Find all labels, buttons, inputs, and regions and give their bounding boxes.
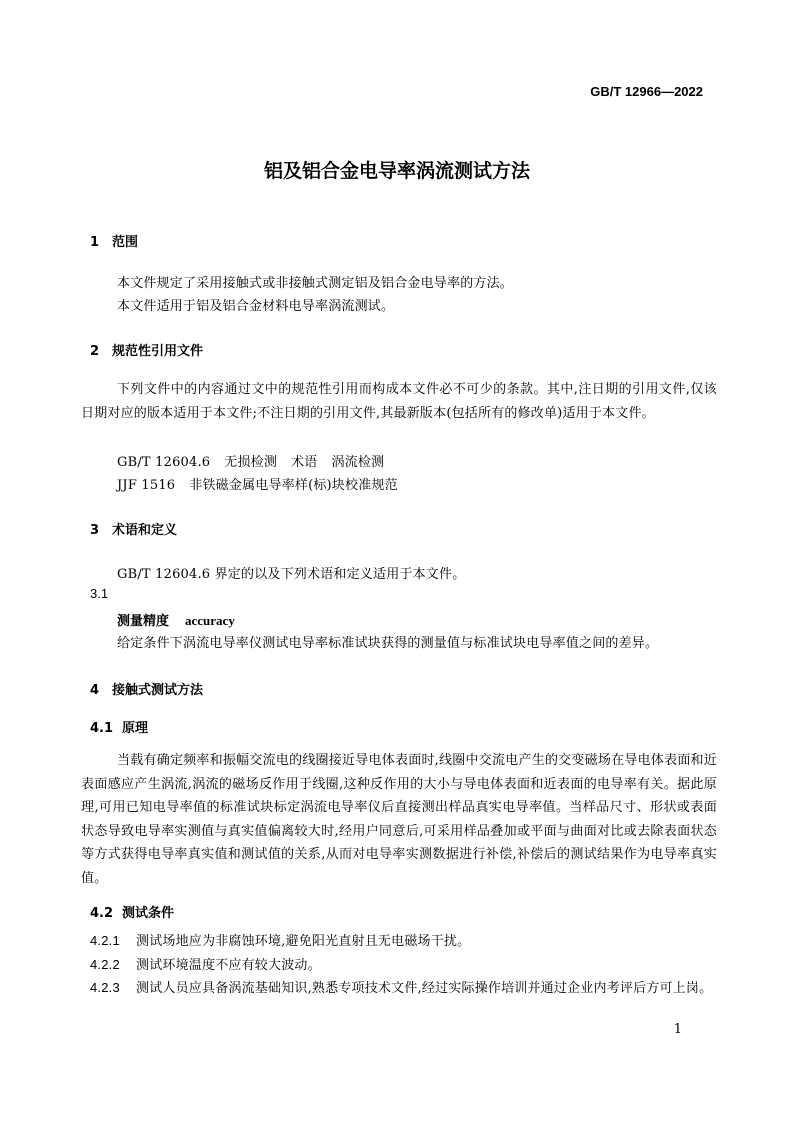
reference-title-part: 术语	[291, 455, 318, 470]
section-title: 术语和定义	[112, 523, 178, 538]
section-3-heading	[90, 519, 177, 538]
section-title: 接触式测试方法	[112, 683, 204, 698]
section-2-heading	[90, 340, 203, 359]
reference-title-part: 无损检测	[224, 455, 278, 470]
term-definition: 给定条件下涡流电导率仪测试电导率标准试块获得的测量值与标准试块电导率值之间的差异。	[117, 636, 659, 651]
section-1-heading	[90, 231, 138, 250]
term-number: 3.1	[90, 586, 109, 601]
subsection-number: 4.1	[90, 721, 114, 736]
term-english: accuracy	[185, 613, 235, 628]
term-entry	[117, 610, 235, 629]
clause-text: 测试环境温度不应有较大波动。	[136, 958, 321, 973]
normative-references-paragraph: 下列文件中的内容通过文中的规范性引用而构成本文件必不可少的条款。其中,注日期的引用文件,仅该日期对应的版本适用于本文件;不注日期的引用文件,其最新版本(包括所有的修改单)适用于本文件。	[81, 382, 717, 421]
section-title: 范围	[112, 235, 139, 250]
section-title: 规范性引用文件	[112, 344, 204, 359]
clause-number: 4.2.1	[90, 933, 120, 948]
subsection-number: 4.2	[90, 906, 114, 921]
subsection-4-2-heading	[90, 902, 174, 921]
section-number: 2	[90, 344, 100, 359]
terms-intro: GB/T 12604.6 界定的以及下列术语和定义适用于本文件。	[117, 567, 466, 582]
clause-number: 4.2.2	[90, 957, 120, 972]
term-chinese: 测量精度	[117, 614, 170, 629]
clause-item	[81, 976, 717, 1001]
reference-title-part: 涡流检测	[331, 455, 385, 470]
clause-number: 4.2.3	[90, 980, 120, 995]
section-number: 1	[90, 235, 100, 250]
subsection-title: 测试条件	[122, 906, 175, 921]
scope-line-2: 本文件适用于铝及铝合金材料电导率涡流测试。	[117, 299, 395, 314]
section-4-heading	[90, 679, 203, 698]
reference-code: JJF 1516	[117, 478, 176, 493]
page-number: 1	[673, 1022, 682, 1037]
section-number: 4	[90, 683, 100, 698]
subsection-4-1-heading	[90, 717, 148, 736]
clause-item	[81, 929, 717, 954]
subsection-title: 原理	[122, 721, 149, 736]
reference-item	[117, 451, 384, 470]
section-number: 3	[90, 523, 100, 538]
clause-text: 测试人员应具备涡流基础知识,熟悉专项技术文件,经过实际操作培训并通过企业内考评后方可上岗。	[136, 981, 713, 996]
reference-item	[117, 474, 398, 493]
clause-item	[81, 953, 717, 978]
reference-code: GB/T 12604.6	[117, 455, 211, 470]
document-title: 铝及铝合金电导率涡流测试方法	[263, 160, 530, 182]
standard-number: GB/T 12966—2022	[590, 84, 703, 99]
scope-line-1: 本文件规定了采用接触式或非接触式测定铝及铝合金电导率的方法。	[117, 276, 514, 291]
clause-text: 测试场地应为非腐蚀环境,避免阳光直射且无电磁场干扰。	[136, 934, 471, 949]
principle-paragraph: 当载有确定频率和振幅交流电的线圈接近导电体表面时,线圈中交流电产生的交变磁场在导电体表面和近表面感应产生涡流,涡流的磁场反作用于线圈,这种反作用的大小与导电体表面和近表面的电导率有关。据此原理,可用已知电导率值的标准试块标定涡流电导率仪后直接测出样品真实电导率值。当样品尺寸、形状或表面状态导致电导率实测值与真实值偏离较大时,经用户同意后,可采用样品叠加或平面与曲面对比或去除表面状态等方式获得电导率真实值和测试值的关系,从而对电导率实测数据进行补偿,补偿后的测试结果作为电导率真实值。	[81, 753, 717, 886]
reference-title-part: 非铁磁金属电导率样(标)块校准规范	[189, 478, 398, 493]
